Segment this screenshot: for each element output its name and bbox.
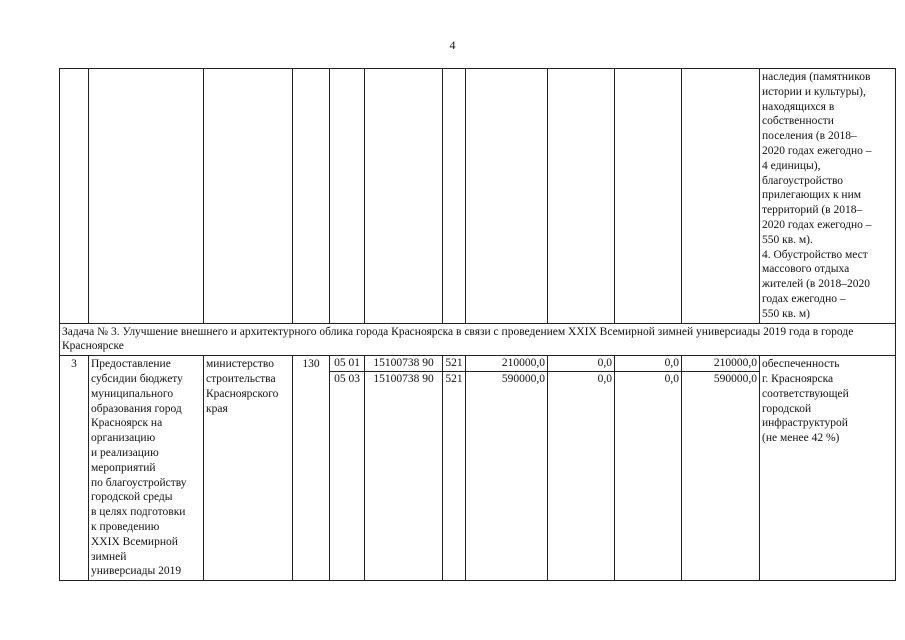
rzpr-value: 05 01 [334,357,360,370]
amount-2019: 0,0 [548,371,614,387]
amount-2020: 0,0 [615,371,681,387]
task-row [60,323,896,356]
amount-total: 590000,0 [682,371,759,387]
amount-total: 210000,0 [713,357,757,370]
measure-row [60,356,896,581]
measure-name: Предоставление субсидии бюджету муниципального образования город Красноярск на организацию и реализацию мероприятий по благоустройству городской среды в целях подготовки к проведению XXIX Всемирной зимней универсиады 2019 [89,356,204,581]
row-number: 3 [60,356,89,581]
vr-cell [443,356,466,581]
amount-2018: 590000,0 [466,371,547,387]
executor-name: министерство строительства Красноярского края [204,356,293,581]
csr-value: 15100738 90 [365,371,442,387]
program-table [59,68,896,581]
vr-value: 521 [445,357,463,370]
total-cell [682,356,760,581]
csr-cell [365,356,443,581]
amount-2019: 0,0 [597,357,612,370]
amount-2020: 0,0 [664,357,679,370]
task-title: Задача № 3. Улучшение внешнего и архитектурного облика города Красноярска в связи с проведением XXIX Всемирной зимней универсиады 2019 года в городе Красноярске [60,323,896,356]
continuation-row [60,69,896,324]
grbs-code: 130 [293,356,330,581]
page-number: 4 [449,38,456,52]
year-2018-cell [466,356,548,581]
goal-continuation-text: наследия (памятников истории и культуры), находящихся в собственности поселения (в 2018– 2020 годах ежегодно – 4 единицы), благоустройство прилегающих к ним территорий (в 2018– 2020 годах ежегодно – 550 кв. м). 4. Обустройство мест массового отдыха жителей (в 2018–2020 годах ежегодно – 550 кв. м) [760,69,896,324]
year-2019-cell [548,356,615,581]
year-2020-cell [615,356,682,581]
rzpr-cell [330,356,365,581]
expected-result: обеспеченность г. Красноярска соответствующей городской инфраструктурой (не менее 42 %) [760,356,896,581]
rzpr-value: 05 03 [330,371,364,387]
amount-2018: 210000,0 [501,357,545,370]
vr-value: 521 [443,371,465,387]
csr-value: 15100738 90 [373,357,434,370]
